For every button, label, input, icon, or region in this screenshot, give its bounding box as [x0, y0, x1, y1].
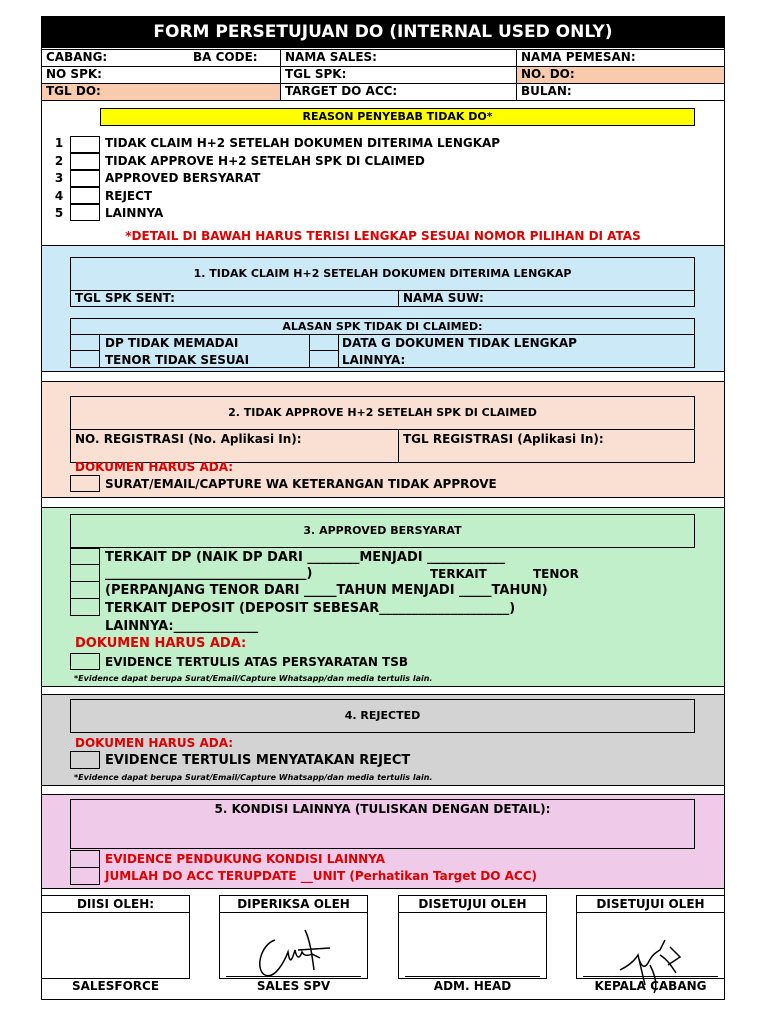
- nama-suw-field[interactable]: NAMA SUW:: [398, 290, 695, 307]
- evidence-4-checkbox[interactable]: [70, 751, 100, 769]
- signature-foot-sales-spv: SALES SPV: [256, 979, 331, 993]
- reason-number: 2: [54, 154, 64, 168]
- data-g-label: DATA G DOKUMEN TIDAK LENGKAP: [342, 336, 577, 350]
- reason-checkbox-1[interactable]: [70, 136, 100, 153]
- tgl-do-field[interactable]: TGL DO:: [41, 83, 281, 101]
- signature-head-kepala-cabang: DISETUJUI OLEH: [596, 897, 705, 911]
- evidence-3-label: EVIDENCE TERTULIS ATAS PERSYARATAN TSB: [105, 655, 409, 669]
- signature-foot-kepala-cabang: KEPALA CABANG: [594, 979, 707, 993]
- reason-number: 5: [54, 206, 64, 220]
- section-4-title: 4. REJECTED: [70, 699, 695, 733]
- surat-label: SURAT/EMAIL/CAPTURE WA KETERANGAN TIDAK APPROVE: [105, 477, 497, 491]
- terkait-label: TERKAIT: [430, 567, 487, 581]
- nama-sales-field[interactable]: NAMA SALES:: [280, 49, 517, 67]
- signature-kepala-cabang-image: [610, 935, 690, 995]
- evidence-5-label: EVIDENCE PENDUKUNG KONDISI LAINNYA: [105, 852, 386, 866]
- tenor-condition-checkbox[interactable]: [70, 564, 100, 582]
- reason-checkbox-5[interactable]: [70, 204, 100, 221]
- tenor-extend-checkbox[interactable]: [70, 581, 100, 599]
- alasan-title: ALASAN SPK TIDAK DI CLAIMED:: [70, 318, 695, 335]
- no-spk-field[interactable]: NO SPK:: [41, 66, 281, 84]
- tenor-condition-line: _______________________________): [105, 566, 313, 581]
- reason-checkbox-4[interactable]: [70, 187, 100, 204]
- jumlah-checkbox[interactable]: [70, 867, 100, 885]
- section-2-dokumen-label: DOKUMEN HARUS ADA:: [75, 460, 234, 474]
- signature-line: [405, 976, 540, 977]
- evidence-3-checkbox[interactable]: [70, 653, 100, 670]
- lainnya-label: LAINNYA:: [342, 353, 406, 367]
- signature-foot-adm-head: ADM. HEAD: [433, 979, 512, 993]
- lainnya-checkbox[interactable]: [309, 350, 339, 368]
- section-5-title[interactable]: 5. KONDISI LAINNYA (TULISKAN DENGAN DETAIL):: [70, 799, 695, 849]
- tenor-label: TENOR: [533, 567, 579, 581]
- signature-foot-salesforce: SALESFORCE: [71, 979, 160, 993]
- deposit-checkbox[interactable]: [70, 598, 100, 616]
- section-1-title: 1. TIDAK CLAIM H+2 SETELAH DOKUMEN DITERIMA LENGKAP: [70, 257, 695, 291]
- signature-head-sales-spv: DIPERIKSA OLEH: [237, 897, 350, 911]
- reason-number: 4: [54, 189, 64, 203]
- no-registrasi-field[interactable]: NO. REGISTRASI (No. Aplikasi In):: [70, 429, 399, 463]
- section-4-dokumen-label: DOKUMEN HARUS ADA:: [75, 736, 234, 750]
- lainnya-text: LAINNYA:_____________: [105, 619, 259, 634]
- tgl-registrasi-field[interactable]: TGL REGISTRASI (Aplikasi In):: [398, 429, 695, 463]
- target-do-acc-field[interactable]: TARGET DO ACC:: [280, 83, 517, 101]
- signature-sales-spv-image: [250, 910, 340, 985]
- dp-condition-text: TERKAIT DP (NAIK DP DARI ________MENJADI ____________: [105, 550, 506, 565]
- cabang-field[interactable]: [41, 49, 281, 67]
- data-g-checkbox[interactable]: [309, 334, 339, 351]
- section-4-footnote: *Evidence dapat berupa Surat/Email/Capture Whatsapp/dan media tertulis lain.: [74, 773, 433, 782]
- deposit-text: TERKAIT DEPOSIT (DEPOSIT SEBESAR____________________): [105, 601, 516, 616]
- dp-label: DP TIDAK MEMADAI: [105, 336, 239, 350]
- bulan-field[interactable]: BULAN:: [516, 83, 725, 101]
- surat-checkbox[interactable]: [70, 475, 100, 492]
- reason-number: 3: [54, 171, 64, 185]
- signature-head-salesforce: DIISI OLEH:: [76, 897, 155, 911]
- reason-option-1: TIDAK CLAIM H+2 SETELAH DOKUMEN DITERIMA LENGKAP: [105, 136, 501, 150]
- reason-checkbox-2[interactable]: [70, 153, 100, 170]
- reason-option-4: REJECT: [105, 189, 153, 203]
- ba-code-label: BA CODE:: [193, 50, 258, 64]
- nama-pemesan-field[interactable]: NAMA PEMESAN:: [516, 49, 725, 67]
- tenor-extend-text: (PERPANJANG TENOR DARI _____TAHUN MENJADI _____TAHUN): [105, 583, 548, 598]
- form-title: FORM PERSETUJUAN DO (INTERNAL USED ONLY): [41, 16, 725, 48]
- reason-option-2: TIDAK APPROVE H+2 SETELAH SPK DI CLAIMED: [105, 154, 425, 168]
- section-2-title: 2. TIDAK APPROVE H+2 SETELAH SPK DI CLAIMED: [70, 396, 695, 430]
- cabang-label: CABANG:: [46, 50, 108, 64]
- no-do-field[interactable]: NO. DO:: [516, 66, 725, 84]
- section-3-footnote: *Evidence dapat berupa Surat/Email/Capture Whatsapp/dan media tertulis lain.: [74, 674, 433, 683]
- tenor-checkbox[interactable]: [70, 350, 100, 368]
- tgl-spk-sent-field[interactable]: TGL SPK SENT:: [70, 290, 399, 307]
- section-3-title: 3. APPROVED BERSYARAT: [70, 514, 695, 548]
- reason-checkbox-3[interactable]: [70, 170, 100, 187]
- reason-option-5: LAINNYA: [105, 206, 164, 220]
- reason-number: 1: [54, 136, 64, 150]
- reason-note: *DETAIL DI BAWAH HARUS TERISI LENGKAP SESUAI NOMOR PILIHAN DI ATAS: [125, 229, 641, 243]
- reason-title: REASON PENYEBAB TIDAK DO*: [100, 108, 695, 126]
- tgl-spk-field[interactable]: TGL SPK:: [280, 66, 517, 84]
- reason-option-3: APPROVED BERSYARAT: [105, 171, 261, 185]
- evidence-4-label: EVIDENCE TERTULIS MENYATAKAN REJECT: [105, 753, 411, 768]
- dp-checkbox[interactable]: [70, 334, 100, 351]
- section-3-dokumen-label: DOKUMEN HARUS ADA:: [75, 636, 247, 651]
- tenor-label: TENOR TIDAK SESUAI: [105, 353, 250, 367]
- jumlah-label: JUMLAH DO ACC TERUPDATE __UNIT (Perhatikan Target DO ACC): [105, 869, 538, 883]
- evidence-5-checkbox[interactable]: [70, 850, 100, 868]
- signature-head-adm-head: DISETUJUI OLEH: [418, 897, 527, 911]
- dp-condition-checkbox[interactable]: [70, 548, 100, 565]
